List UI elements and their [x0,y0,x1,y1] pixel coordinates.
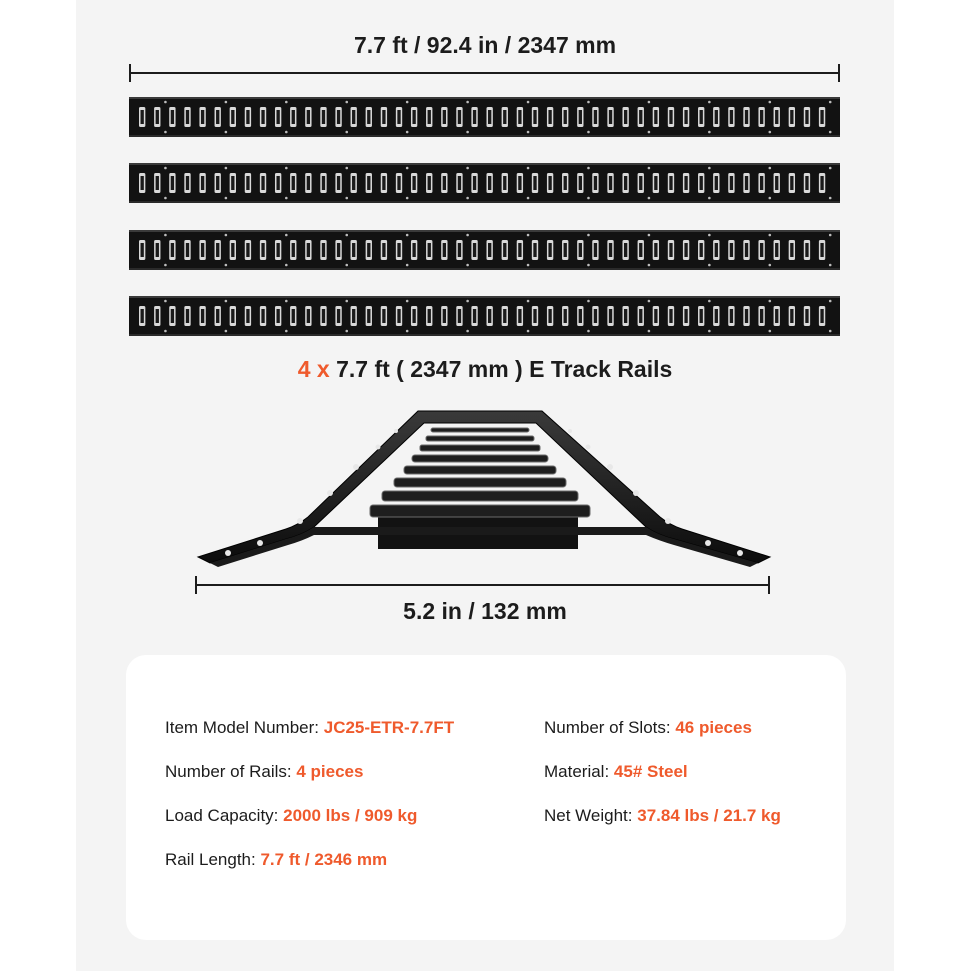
length-dimension-label: 7.7 ft / 92.4 in / 2347 mm [353,32,617,58]
rail-cross-section-image [190,405,780,575]
spec-label: Number of Rails: [165,762,292,781]
spec-number-of-rails [165,762,363,782]
spec-value: 7.7 ft / 2346 mm [260,850,388,869]
length-dimension-line [129,72,840,74]
length-dimension-right-tick [838,64,840,82]
width-dimension-line [195,584,770,586]
spec-label: Rail Length: [165,850,256,869]
spec-value: 37.84 lbs / 21.7 kg [637,806,781,825]
e-track-rail-3 [129,230,840,270]
spec-rail-length [165,850,387,870]
spec-material [544,762,688,782]
spec-value: 4 pieces [296,762,364,781]
spec-net-weight [544,806,781,826]
spec-number-of-slots [544,718,752,738]
rails-title [0,356,970,383]
spec-label: Load Capacity: [165,806,279,825]
spec-value: 2000 lbs / 909 kg [283,806,418,825]
e-track-rail-4 [129,296,840,336]
spec-label: Number of Slots: [544,718,671,737]
spec-value: 46 pieces [675,718,752,737]
spec-value: 45# Steel [613,762,688,781]
width-dimension-label: 5.2 in / 132 mm [403,598,567,624]
e-track-rail-1 [129,97,840,137]
width-dimension-right-tick [768,576,770,594]
spec-label: Material: [544,762,610,781]
spec-item-model-number [165,718,454,738]
spec-label: Net Weight: [544,806,633,825]
spec-label: Item Model Number: [165,718,319,737]
rails-description: 7.7 ft ( 2347 mm ) E Track Rails [336,356,673,382]
spec-value: JC25-ETR-7.7FT [323,718,455,737]
e-track-rail-2 [129,163,840,203]
spec-load-capacity [165,806,417,826]
rails-count: 4 x [297,356,330,382]
specifications-card [126,655,846,940]
